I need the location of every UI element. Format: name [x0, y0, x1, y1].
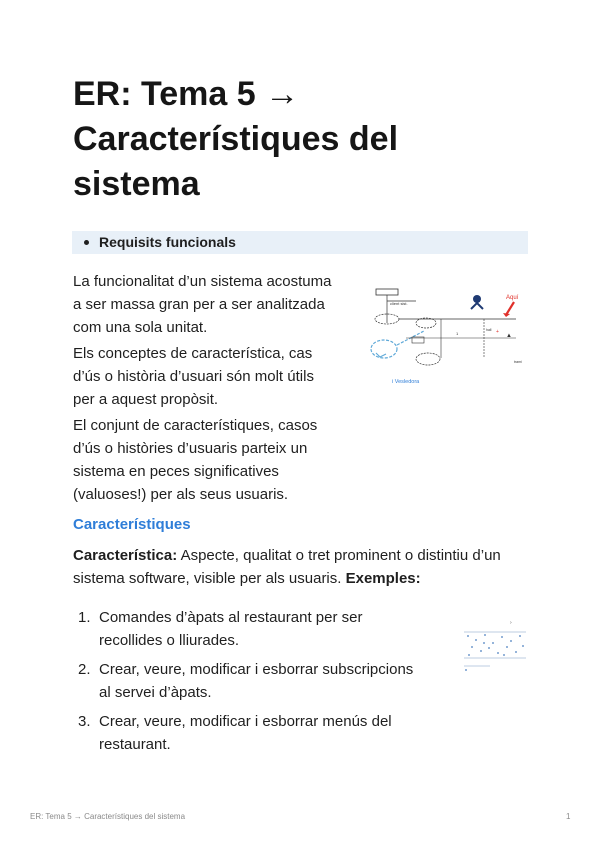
svg-text:trami: trami [514, 360, 522, 364]
svg-text:client sist.: client sist. [390, 301, 408, 306]
definition-line-2 [73, 567, 533, 590]
svg-text:+: + [496, 329, 499, 335]
definition-line-1 [73, 544, 533, 567]
paragraph-line: com una sola unitat. [73, 319, 208, 336]
section-heading: Característiques [73, 516, 191, 533]
svg-text:▲: ▲ [506, 333, 512, 339]
list-line: Comandes d’àpats al restaurant per ser [99, 609, 363, 626]
examples-label: Exemples: [345, 570, 421, 587]
svg-text:hall: hall [486, 328, 492, 332]
definition-term: Característica: [73, 547, 178, 564]
list-number: 3. [78, 713, 91, 730]
dotted-sketch-image [460, 616, 528, 676]
paragraph-line: a ser massa gran per a ser analitzada [73, 296, 325, 313]
paragraph-line: d’ús o històries d’usuaris parteix un [73, 440, 308, 457]
list-number: 1. [78, 609, 91, 626]
paragraph-line: d’ús o història d’usuari són molt útils [73, 368, 314, 385]
figure-caption: i Vesledora [392, 379, 420, 385]
list-number: 2. [78, 661, 91, 678]
paragraph-3 [73, 414, 348, 506]
definition-text: Aspecte, qualitat o tret prominent o distintiu d’un [177, 547, 501, 564]
list-line: Crear, veure, modificar i esborrar menús del [99, 713, 392, 730]
list-line: Crear, veure, modificar i esborrar subscripcions [99, 661, 414, 678]
use-case-diagram-image [366, 283, 528, 388]
page-title [73, 72, 533, 207]
title-line-1: ER: Tema 5 → [73, 75, 300, 113]
definition-paragraph [73, 544, 533, 590]
list-line: restaurant. [99, 736, 171, 753]
definition-text-2: sistema software, visible per als usuaris. [73, 570, 346, 587]
paragraph-2 [73, 342, 348, 411]
paragraph-line: (valuoses!) per als seus usuaris. [73, 486, 289, 503]
list-line: al servei d’àpats. [99, 684, 212, 701]
paragraph-line: Els conceptes de característica, cas [73, 345, 313, 362]
paragraph-1 [73, 270, 348, 339]
callout-bullet [72, 231, 528, 254]
footer-title: ER: Tema 5 → Característiques del sistema [30, 812, 186, 821]
title-line-3: sistema [73, 165, 200, 203]
svg-text:1: 1 [456, 331, 459, 336]
paragraph-line: per a aquest propòsit. [73, 391, 219, 408]
figure-annotation: Aquí [506, 295, 519, 301]
title-line-2: Característiques del [73, 120, 399, 158]
svg-text:›: › [510, 620, 512, 626]
list-line: recollides o lliurades. [99, 632, 240, 649]
bullet-icon [84, 240, 89, 245]
paragraph-line: sistema en peces significatives [73, 463, 279, 480]
page-number: 1 [566, 812, 571, 821]
paragraph-line: El conjunt de característiques, casos [73, 417, 318, 434]
callout-label: Requisits funcionals [99, 234, 236, 250]
paragraph-line: La funcionalitat d’un sistema acostuma [73, 273, 332, 290]
